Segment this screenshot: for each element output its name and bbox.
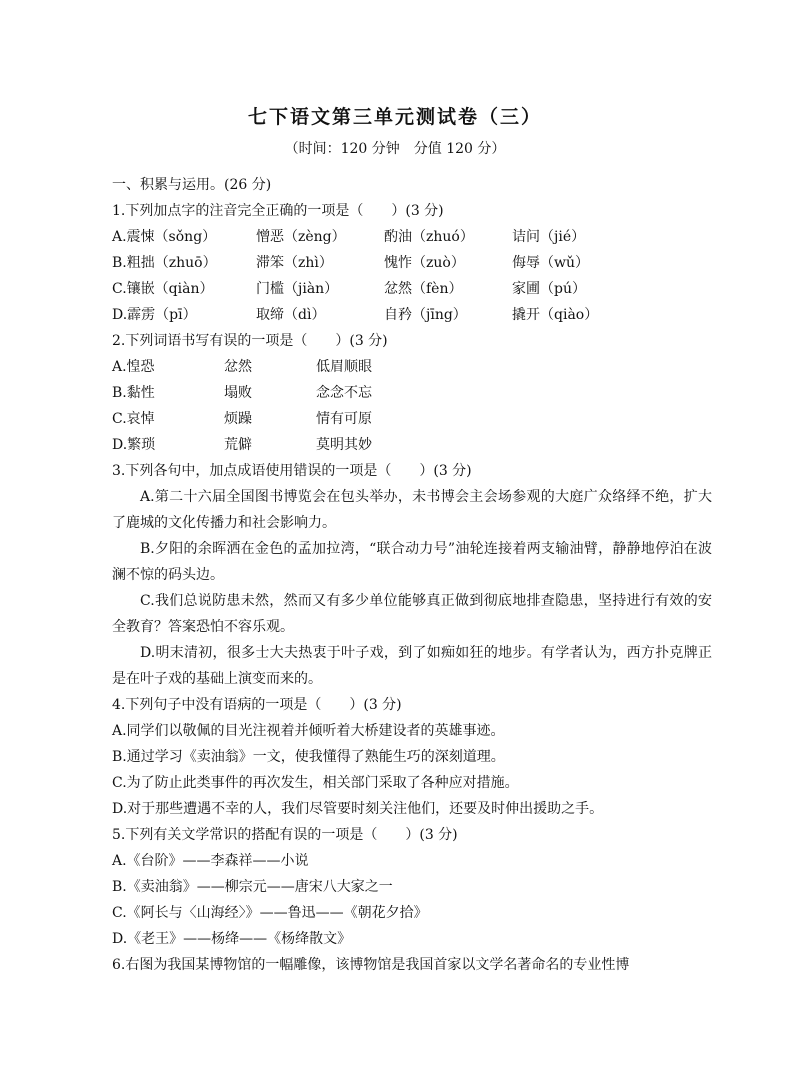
question-2-option-d: [112, 432, 712, 458]
question-4-option-d: D.对于那些遭遇不幸的人，我们尽管要时刻关注他们，还要及时伸出援助之手。: [112, 801, 604, 817]
page-subtitle: （时间：120 分钟 分值 120 分）: [284, 141, 506, 157]
option-item: B.粗拙（zhuō）: [112, 255, 217, 271]
option-item: 忿然（fèn）: [384, 281, 463, 297]
question-6-stem: 6.右图为我国某博物馆的一幅雕像，该博物馆是我国首家以文学名著命名的专业性博: [112, 957, 630, 973]
question-4-option-a: A.同学们以敬佩的目光注视着并倾听着大桥建设者的英雄事迹。: [112, 723, 505, 739]
option-item: 家圃（pú）: [512, 281, 586, 297]
question-1-option-b: [112, 250, 712, 276]
option-item: 滞笨（zhì）: [256, 255, 333, 271]
option-item: B.黏性: [112, 385, 155, 401]
option-item: 情有可原: [316, 411, 372, 427]
option-item: 忿然: [224, 359, 252, 375]
question-1-option-d: [112, 302, 712, 328]
question-3-option-b: B.夕阳的余晖洒在金色的孟加拉湾，“联合动力号”油轮连接着两支输油臂，静静地停泊在波澜不惊的码头边。: [112, 541, 712, 583]
option-item: 门槛（jiàn）: [256, 281, 339, 297]
question-2-option-c: [112, 406, 712, 432]
option-item: 自矜（jīng）: [384, 307, 467, 323]
question-2-stem: 2.下列词语书写有误的一项是（ ）(3 分): [112, 333, 388, 349]
option-item: 荒僻: [224, 437, 252, 453]
question-1-option-c: [112, 276, 712, 302]
question-4-option-b: B.通过学习《卖油翁》一文，使我懂得了熟能生巧的深刻道理。: [112, 749, 505, 765]
question-5-option-b: B.《卖油翁》——柳宗元——唐宋八大家之一: [112, 879, 393, 895]
option-item: 念念不忘: [316, 385, 372, 401]
question-2-option-b: [112, 380, 712, 406]
question-5-option-d: D.《老王》——杨绛——《杨绛散文》: [112, 931, 352, 947]
option-item: 莫明其妙: [316, 437, 372, 453]
page-title: 七下语文第三单元测试卷（三）: [247, 106, 542, 128]
exam-content: [112, 172, 712, 978]
option-item: 低眉顺眼: [316, 359, 372, 375]
option-item: 侮辱（wǔ）: [512, 255, 589, 271]
question-3-option-a: A.第二十六届全国图书博览会在包头举办，未书博会主会场参观的大庭广众络绎不绝，扩大了鹿城的文化传播力和社会影响力。: [112, 489, 712, 531]
question-3-stem: 3.下列各句中，加点成语使用错误的一项是（ ）(3 分): [112, 463, 472, 479]
option-item: D.繁琐: [112, 437, 156, 453]
option-item: C.镶嵌（qiàn）: [112, 281, 214, 297]
question-1-stem: 1.下列加点字的注音完全正确的一项是（ ）(3 分): [112, 203, 444, 219]
option-item: 酌油（zhuó）: [384, 229, 474, 245]
option-item: 愧怍（zuò）: [384, 255, 465, 271]
question-5-option-c: C.《阿长与〈山海经〉》——鲁迅——《朝花夕拾》: [112, 905, 428, 921]
option-item: A.震悚（sǒng）: [112, 229, 217, 245]
question-4-stem: 4.下列句子中没有语病的一项是（ ）(3 分): [112, 697, 402, 713]
option-item: 取缔（dì）: [256, 307, 326, 323]
question-2-option-a: [112, 354, 712, 380]
option-item: 憎恶（zèng）: [256, 229, 346, 245]
question-3-option-c: C.我们总说防患未然，然而又有多少单位能够真正做到彻底地排查隐患，坚持进行有效的安全教育？答案恐怕不容乐观。: [112, 593, 712, 635]
option-item: C.哀悼: [112, 411, 155, 427]
option-item: 烦躁: [224, 411, 252, 427]
option-item: 诘问（jié）: [512, 229, 586, 245]
option-item: 塌败: [224, 385, 252, 401]
option-item: D.霹雳（pī）: [112, 307, 197, 323]
section-heading: 一、积累与运用。(26 分): [112, 177, 272, 193]
question-1-option-a: [112, 224, 712, 250]
option-item: 撬开（qiào）: [512, 307, 599, 323]
question-4-option-c: C.为了防止此类事件的再次发生，相关部门采取了各种应对措施。: [112, 775, 519, 791]
question-3-option-d: D.明末清初，很多士大夫热衷于叶子戏，到了如痴如狂的地步。有学者认为，西方扑克牌正是在叶子戏的基础上演变而来的。: [112, 645, 712, 687]
option-item: A.惶恐: [112, 359, 155, 375]
question-5-stem: 5.下列有关文学常识的搭配有误的一项是（ ）(3 分): [112, 827, 458, 843]
question-5-option-a: A.《台阶》——李森祥——小说: [112, 853, 309, 869]
